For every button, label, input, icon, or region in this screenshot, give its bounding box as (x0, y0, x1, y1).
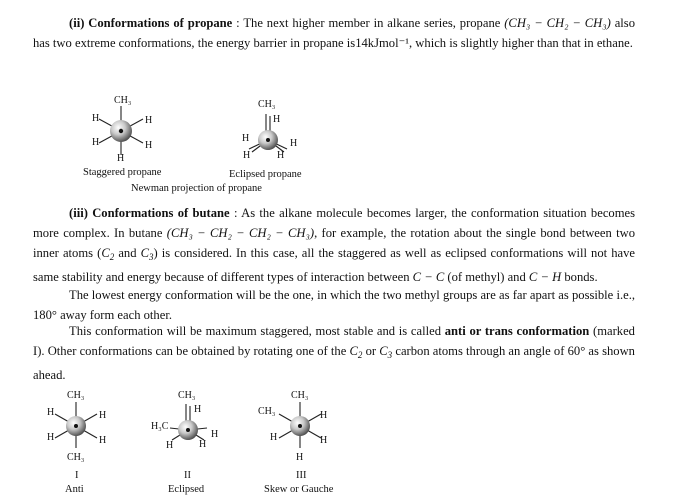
butane-formula: (CH₃ − CH₂ − CH₂ − CH₃) (166, 226, 315, 240)
gauche-h-right-bottom: H (320, 435, 328, 446)
staggered-propane-caption: Staggered propane (83, 167, 162, 178)
para3-text-b: (marked I). Other conformations can be obtained by rotating one of the (33, 324, 635, 358)
cc-bond: C − C (412, 270, 445, 284)
anti-h-right-bottom: H (99, 435, 107, 446)
staggered-h-right-bottom: H (145, 140, 153, 151)
c2b-symbol: C (349, 344, 358, 358)
anti-butane-front-carbon-dot (74, 424, 78, 428)
eclipsed-butane-ch3-top: CH₃ (178, 390, 196, 401)
eclipsed-butane-caption: Eclipsed (168, 484, 205, 495)
anti-bold-term: anti or trans conformation (444, 324, 590, 338)
eclipsed-propane-caption: Eclipsed propane (229, 169, 302, 180)
roman-numeral-2: II (184, 470, 191, 481)
eclipsed-butane-h-top: H (194, 404, 202, 415)
para3-text-a: This conformation will be maximum staggered, most stable and is called (69, 324, 445, 338)
ch-bond: C − H (528, 270, 562, 284)
and-text: and (114, 246, 141, 260)
c2-symbol: C (101, 246, 110, 260)
eclipsed-butane-front-carbon-dot (186, 428, 190, 432)
staggered-h-left-bottom: H (92, 137, 100, 148)
gauche-caption: Skew or Gauche (264, 484, 334, 495)
gauche-ch3-left: CH₃ (258, 406, 276, 417)
staggered-ch3-label: CH₃ (114, 95, 132, 106)
butane-text-c: ) is considered. In this case, all the staggered as well as eclipsed conformations will not have same stability and energy because of different types of interaction between (33, 246, 636, 284)
eclipsed-h-top: H (273, 114, 281, 125)
eclipsed-propane-front-carbon-dot (266, 138, 270, 142)
eclipsed-h-right-bottom: H (277, 150, 285, 161)
eclipsed-butane-h-right-bottom: H (199, 439, 207, 450)
c3b-symbol: C (379, 344, 388, 358)
c2b-subscript: 2 (357, 350, 363, 360)
butane-text-e: bonds. (561, 270, 598, 284)
eclipsed-h-right-top: H (290, 138, 298, 149)
roman-numeral-3: III (296, 470, 307, 481)
butane-heading: (iii) Conformations of butane (69, 206, 230, 220)
propane-text-a: : The next higher member in alkane series, propane (232, 16, 505, 30)
lowest-energy-text: The lowest energy conformation will be the one, in which the two methyl groups are as far apart as possible i.e., 180° away form each other. (33, 288, 635, 322)
anti-h-left-top: H (47, 407, 55, 418)
eclipsed-butane-h-right: H (211, 429, 219, 440)
eclipsed-butane-projection (151, 390, 218, 451)
c3-symbol: C (140, 246, 149, 260)
gauche-h-bottom: H (296, 452, 304, 463)
anti-h-left-bottom: H (47, 432, 55, 443)
eclipsed-propane-projection (242, 99, 297, 161)
eclipsed-ch3-label: CH₃ (258, 99, 276, 110)
propane-formula: (CH₃ − CH₂ − CH₃) (504, 16, 611, 30)
gauche-h-right-top: H (320, 410, 328, 421)
anti-ch3-bottom: CH₃ (67, 452, 85, 463)
staggered-h-right-top: H (145, 115, 153, 126)
staggered-propane-projection (92, 95, 152, 164)
para3-text-c: carbon atoms through an angle of 60° as shown ahead. (33, 344, 635, 382)
anti-h-right-top: H (99, 410, 107, 421)
c3b-subscript: 3 (387, 350, 393, 360)
staggered-h-bottom: H (117, 153, 125, 164)
propane-heading: (ii) Conformations of propane (69, 16, 233, 30)
propane-text-b: also has two extreme conformations, the energy barrier in propane is14kJmol⁻¹, which is slightly higher than that in ethane. (33, 16, 635, 50)
butane-text-a: : As the alkane molecule becomes larger, the conformation situation becomes more complex. In butane (33, 206, 635, 240)
newman-projection-caption: Newman projection of propane (131, 183, 262, 194)
eclipsed-h-left-top: H (242, 133, 250, 144)
staggered-propane-front-carbon-dot (119, 129, 123, 133)
anti-ch3-top: CH₃ (67, 390, 85, 401)
eclipsed-butane-h-left-bottom: H (166, 440, 174, 451)
eclipsed-butane-h3c-label: H₃C (151, 421, 169, 432)
c3-subscript: 3 (149, 252, 154, 262)
gauche-ch3-top: CH₃ (291, 390, 309, 401)
or-text: or (362, 344, 380, 358)
eclipsed-h-left-bottom: H (243, 150, 251, 161)
anti-caption: Anti (65, 484, 84, 495)
staggered-h-left-top: H (92, 113, 100, 124)
anti-butane-projection (47, 390, 106, 463)
gauche-butane-projection (258, 390, 327, 463)
gauche-h-left-bottom: H (270, 432, 278, 443)
roman-numeral-1: I (75, 470, 79, 481)
gauche-butane-front-carbon-dot (298, 424, 302, 428)
butane-text-d: (of methyl) and (444, 270, 529, 284)
butane-text-b: , for example, the rotation about the single bond between two inner atoms ( (33, 226, 635, 260)
c2-subscript: 2 (109, 252, 115, 262)
